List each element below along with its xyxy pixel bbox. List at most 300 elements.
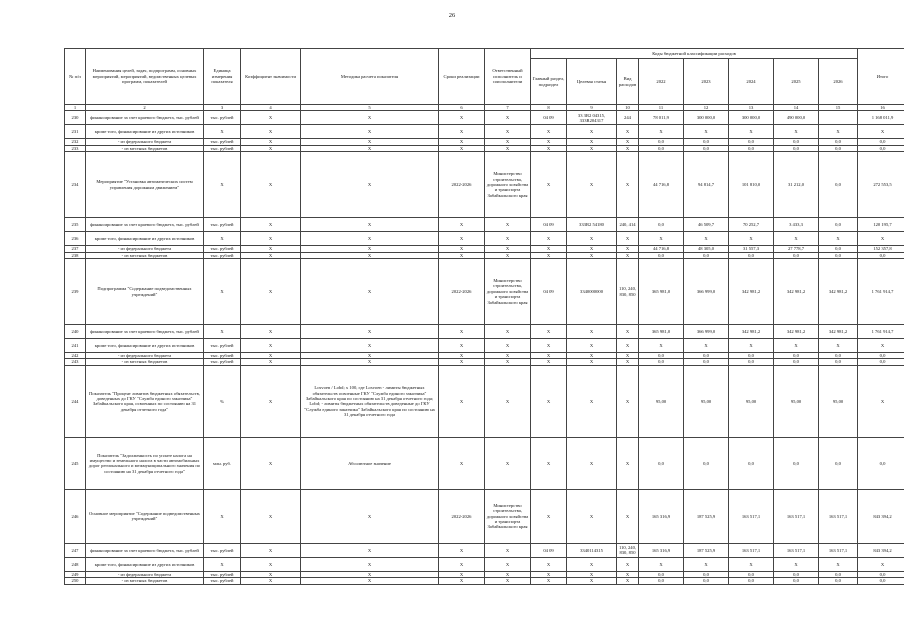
row-coef: X (241, 543, 301, 557)
row-value-2022: 0,0 (639, 359, 684, 365)
row-value-2022: X (639, 557, 684, 571)
row-value-2026: 342 981,2 (819, 259, 858, 325)
row-exptype: X (617, 339, 639, 353)
row-period: X (439, 557, 485, 571)
row-name: финансирование за счет краевого бюджета, тыс. рублей (86, 543, 204, 557)
row-value-2023: 0,0 (684, 139, 729, 145)
table-row (65, 232, 904, 246)
row-target: X (567, 252, 617, 258)
table-row (65, 259, 904, 325)
table-row (65, 125, 904, 139)
row-value-2026: X (819, 232, 858, 246)
column-index: 5 (301, 105, 439, 111)
row-method: Абсолютное значение (301, 437, 439, 489)
row-method: X (301, 252, 439, 258)
row-number: 238 (65, 252, 86, 258)
row-value-2026: 0,0 (819, 252, 858, 258)
row-executor: X (485, 578, 531, 584)
row-unit: тыс. рублей (204, 353, 241, 359)
row-unit: X (204, 232, 241, 246)
row-number: 248 (65, 557, 86, 571)
row-executor: X (485, 139, 531, 145)
row-value-2025: X (774, 557, 819, 571)
row-target: X (567, 557, 617, 571)
row-name: кроме того, финансирование из других источников (86, 557, 204, 571)
row-total: X (858, 125, 904, 139)
row-value-2022: 0,0 (639, 139, 684, 145)
row-target: 3340000000 (567, 259, 617, 325)
row-chapter: X (531, 437, 567, 489)
row-method: X (301, 259, 439, 325)
row-chapter: X (531, 152, 567, 218)
row-target: 333R2 54180 (567, 218, 617, 232)
row-name: кроме того, финансирование из других источников (86, 232, 204, 246)
row-value-2024: 0,0 (729, 571, 774, 577)
row-executor: X (485, 353, 531, 359)
row-chapter: 04 09 (531, 111, 567, 125)
row-total: X (858, 365, 904, 437)
header-year-2026: 2026 (819, 59, 858, 105)
row-value-2024: X (729, 232, 774, 246)
row-exptype: X (617, 359, 639, 365)
row-value-2025: 490 000,0 (774, 111, 819, 125)
row-number: 245 (65, 437, 86, 489)
row-period: X (439, 437, 485, 489)
row-value-2025: 0,0 (774, 139, 819, 145)
row-period: X (439, 353, 485, 359)
row-target: X (567, 145, 617, 151)
row-value-2025: 0,0 (774, 578, 819, 584)
row-period: X (439, 252, 485, 258)
column-index: 16 (858, 105, 904, 111)
row-chapter: X (531, 489, 567, 543)
row-method: X (301, 139, 439, 145)
row-value-2022: 0,0 (639, 145, 684, 151)
row-chapter: X (531, 246, 567, 252)
row-value-2025: 27 778,7 (774, 246, 819, 252)
row-value-2026: 163 517,1 (819, 543, 858, 557)
row-target: X (567, 359, 617, 365)
row-executor: X (485, 111, 531, 125)
row-coef: X (241, 152, 301, 218)
row-period: X (439, 578, 485, 584)
table-row (65, 218, 904, 232)
row-period: X (439, 339, 485, 353)
row-unit: тыс. рублей (204, 139, 241, 145)
row-value-2026: 0,0 (819, 359, 858, 365)
row-chapter: X (531, 145, 567, 151)
row-name: Основное мероприятие "Содержание подведомственных учреждений" (86, 489, 204, 543)
row-value-2025: 3 433,3 (774, 218, 819, 232)
row-coef: X (241, 557, 301, 571)
row-value-2022: 365 981,0 (639, 259, 684, 325)
row-exptype: X (617, 578, 639, 584)
row-method: X (301, 571, 439, 577)
row-exptype: X (617, 125, 639, 139)
row-period: X (439, 125, 485, 139)
row-value-2022: 0,0 (639, 218, 684, 232)
table-row (65, 578, 904, 584)
header-period: Сроки реализации (439, 49, 485, 105)
row-unit: X (204, 125, 241, 139)
row-target: X (567, 353, 617, 359)
row-total: 0,0 (858, 252, 904, 258)
row-period: X (439, 145, 485, 151)
header-year-2023: 2023 (684, 59, 729, 105)
row-chapter: X (531, 252, 567, 258)
row-name: Показатель "Задолженность по уплате налога на имущество и земельного налога в части автомобильных дорог регионального и межмуниципального значения по состоянию на 31 декабря отчетного года" (86, 437, 204, 489)
row-total: 1 168 011,9 (858, 111, 904, 125)
row-total: 0,0 (858, 359, 904, 365)
row-method: X (301, 111, 439, 125)
row-exptype: X (617, 365, 639, 437)
row-chapter: X (531, 578, 567, 584)
row-value-2024: 342 981,2 (729, 259, 774, 325)
row-target: X (567, 571, 617, 577)
row-exptype: X (617, 489, 639, 543)
row-exptype: X (617, 139, 639, 145)
row-target: X (567, 125, 617, 139)
row-number: 250 (65, 578, 86, 584)
row-unit: тыс. рублей (204, 578, 241, 584)
row-value-2022: 78 011,9 (639, 111, 684, 125)
row-number: 246 (65, 489, 86, 543)
row-unit: тыс. рублей (204, 359, 241, 365)
row-coef: X (241, 353, 301, 359)
row-number: 235 (65, 218, 86, 232)
row-value-2024: 0,0 (729, 139, 774, 145)
row-number: 240 (65, 325, 86, 339)
row-coef: X (241, 359, 301, 365)
row-method: X (301, 339, 439, 353)
header-coef: Коэффициент значимости (241, 49, 301, 105)
row-chapter: X (531, 339, 567, 353)
row-value-2023: 0,0 (684, 571, 729, 577)
header-num: № п/п (65, 49, 86, 105)
column-index: 14 (774, 105, 819, 111)
row-method: X (301, 218, 439, 232)
row-value-2023: 0,0 (684, 578, 729, 584)
row-chapter: 04 09 (531, 218, 567, 232)
row-period: X (439, 232, 485, 246)
header-unit: Единица измерения показателя (204, 49, 241, 105)
row-chapter: X (531, 365, 567, 437)
row-value-2026: 342 981,2 (819, 325, 858, 339)
row-total: X (858, 557, 904, 571)
row-chapter: X (531, 139, 567, 145)
row-value-2024: 163 517,1 (729, 543, 774, 557)
row-value-2022: X (639, 232, 684, 246)
row-value-2026: 163 517,1 (819, 489, 858, 543)
row-value-2024: X (729, 339, 774, 353)
column-index: 11 (639, 105, 684, 111)
row-value-2026: 0,0 (819, 152, 858, 218)
row-value-2026: 0,0 (819, 139, 858, 145)
row-name: - из местных бюджетов (86, 145, 204, 151)
row-total: 0,0 (858, 571, 904, 577)
row-exptype: X (617, 571, 639, 577)
row-total: 1 761 914,7 (858, 325, 904, 339)
row-value-2026: 95,00 (819, 365, 858, 437)
row-coef: X (241, 246, 301, 252)
row-name: - из федерального бюджета (86, 246, 204, 252)
row-target: X (567, 578, 617, 584)
row-coef: X (241, 437, 301, 489)
row-value-2024: 0,0 (729, 437, 774, 489)
row-target: X (567, 152, 617, 218)
row-period: 2022-2026 (439, 259, 485, 325)
row-value-2025: 342 981,2 (774, 259, 819, 325)
header-year-2022: 2022 (639, 59, 684, 105)
row-value-2025: X (774, 339, 819, 353)
table-row (65, 437, 904, 489)
header-budget-group: Коды бюджетной классификации расходов (531, 49, 858, 59)
row-number: 247 (65, 543, 86, 557)
row-value-2022: 44 716,8 (639, 152, 684, 218)
column-index: 2 (86, 105, 204, 111)
row-method: X (301, 359, 439, 365)
row-value-2022: 165 316,9 (639, 489, 684, 543)
row-exptype: X (617, 246, 639, 252)
row-exptype: 110, 240, 830, 850 (617, 543, 639, 557)
row-executor: X (485, 543, 531, 557)
row-value-2023: 95,00 (684, 365, 729, 437)
row-exptype: 240, 414 (617, 218, 639, 232)
row-number: 230 (65, 111, 86, 125)
row-value-2023: 0,0 (684, 353, 729, 359)
row-coef: X (241, 571, 301, 577)
row-number: 239 (65, 259, 86, 325)
row-value-2024: 0,0 (729, 145, 774, 151)
table-row (65, 365, 904, 437)
row-value-2022: 365 981,0 (639, 325, 684, 339)
row-target: X (567, 139, 617, 145)
row-value-2026: X (819, 557, 858, 571)
row-period: X (439, 246, 485, 252)
row-value-2022: 0,0 (639, 252, 684, 258)
row-value-2024: 342 981,2 (729, 325, 774, 339)
row-unit: тыс. рублей (204, 252, 241, 258)
header-year-2025: 2025 (774, 59, 819, 105)
row-total: 1 761 914,7 (858, 259, 904, 325)
row-target: 3340114315 (567, 543, 617, 557)
row-value-2023: X (684, 125, 729, 139)
row-unit: X (204, 557, 241, 571)
row-value-2025: 0,0 (774, 437, 819, 489)
row-value-2022: 165 316,9 (639, 543, 684, 557)
column-index: 12 (684, 105, 729, 111)
row-executor: Министерство строительства, дорожного хозяйства и транспорта Забайкальского края (485, 489, 531, 543)
row-name: финансирование за счет краевого бюджета, тыс. рублей (86, 218, 204, 232)
header-method: Методика расчета показателя (301, 49, 439, 105)
row-value-2023: 0,0 (684, 359, 729, 365)
row-value-2025: 95,00 (774, 365, 819, 437)
row-unit: X (204, 259, 241, 325)
row-unit: тыс. рублей (204, 246, 241, 252)
row-value-2024: 70 252,7 (729, 218, 774, 232)
row-period: X (439, 139, 485, 145)
column-index: 1 (65, 105, 86, 111)
row-value-2022: 0,0 (639, 571, 684, 577)
row-value-2026: 0,0 (819, 353, 858, 359)
row-target: X (567, 489, 617, 543)
row-value-2023: 46 509,7 (684, 218, 729, 232)
column-index: 8 (531, 105, 567, 111)
row-name: - из местных бюджетов (86, 252, 204, 258)
row-value-2026: 0,0 (819, 246, 858, 252)
row-name: кроме того, финансирование из других источников (86, 339, 204, 353)
row-method: X (301, 152, 439, 218)
row-unit: X (204, 325, 241, 339)
row-value-2024: 0,0 (729, 353, 774, 359)
row-coef: X (241, 259, 301, 325)
row-value-2024: 31 557,3 (729, 246, 774, 252)
row-method: X (301, 246, 439, 252)
row-value-2025: 0,0 (774, 571, 819, 577)
row-value-2022: 44 716,8 (639, 246, 684, 252)
column-index: 4 (241, 105, 301, 111)
row-value-2023: 0,0 (684, 145, 729, 151)
row-coef: X (241, 139, 301, 145)
row-unit: тыс. рублей (204, 543, 241, 557)
row-number: 249 (65, 571, 86, 577)
row-name: Показатель "Процент лимитов бюджетных обязательств, доведенных до ГКУ "Служба единого заказчика" Забайкальского края, освоенных по состоянию на 31 декабря отчетного года" (86, 365, 204, 437)
row-period: X (439, 365, 485, 437)
row-executor: X (485, 246, 531, 252)
header-chapter: Главный раздел, подраздел (531, 59, 567, 105)
row-value-2023: 0,0 (684, 252, 729, 258)
column-index: 15 (819, 105, 858, 111)
column-index: 6 (439, 105, 485, 111)
row-value-2025: X (774, 125, 819, 139)
row-value-2023: 0,0 (684, 437, 729, 489)
column-index: 3 (204, 105, 241, 111)
row-name: кроме того, финансирование из других источников (86, 125, 204, 139)
header-target: Целевая статья (567, 59, 617, 105)
row-number: 233 (65, 145, 86, 151)
row-coef: X (241, 489, 301, 543)
row-value-2025: 342 981,2 (774, 325, 819, 339)
row-total: 0,0 (858, 578, 904, 584)
row-number: 234 (65, 152, 86, 218)
row-value-2025: 163 517,1 (774, 489, 819, 543)
row-executor: X (485, 571, 531, 577)
row-executor: X (485, 557, 531, 571)
row-coef: X (241, 365, 301, 437)
row-value-2024: 101 810,0 (729, 152, 774, 218)
row-value-2025: 0,0 (774, 353, 819, 359)
row-value-2024: 300 000,0 (729, 111, 774, 125)
row-exptype: X (617, 557, 639, 571)
row-number: 242 (65, 353, 86, 359)
row-total: X (858, 339, 904, 353)
row-value-2023: 48 305,0 (684, 246, 729, 252)
row-value-2023: 366 999,0 (684, 259, 729, 325)
row-period: 2022-2026 (439, 152, 485, 218)
row-executor: X (485, 218, 531, 232)
row-method: X (301, 145, 439, 151)
row-coef: X (241, 339, 301, 353)
row-coef: X (241, 578, 301, 584)
header-year-2024: 2024 (729, 59, 774, 105)
row-method: X (301, 543, 439, 557)
row-number: 236 (65, 232, 86, 246)
table-row (65, 543, 904, 557)
row-value-2026: 0,0 (819, 571, 858, 577)
row-coef: X (241, 232, 301, 246)
row-exptype: X (617, 353, 639, 359)
header-name: Наименования целей, задач, подпрограмм, основных мероприятий, мероприятий, ведомственных целевых программ, показателей (86, 49, 204, 105)
row-value-2023: 300 000,0 (684, 111, 729, 125)
row-exptype: X (617, 145, 639, 151)
row-chapter: X (531, 359, 567, 365)
row-total: 843 394,2 (858, 489, 904, 543)
row-chapter: X (531, 325, 567, 339)
row-chapter: X (531, 125, 567, 139)
row-total: 843 394,2 (858, 543, 904, 557)
row-total: 0,0 (858, 437, 904, 489)
row-chapter: X (531, 557, 567, 571)
row-period: 2022-2026 (439, 489, 485, 543)
table-row (65, 339, 904, 353)
row-exptype: X (617, 232, 639, 246)
row-executor: X (485, 365, 531, 437)
row-period: X (439, 571, 485, 577)
row-value-2024: 95,00 (729, 365, 774, 437)
row-period: X (439, 359, 485, 365)
row-total: X (858, 232, 904, 246)
row-value-2025: 31 212,0 (774, 152, 819, 218)
row-total: 0,0 (858, 353, 904, 359)
row-method: X (301, 489, 439, 543)
row-chapter: X (531, 571, 567, 577)
row-value-2024: 163 517,1 (729, 489, 774, 543)
row-unit: X (204, 489, 241, 543)
row-value-2026: 0,0 (819, 145, 858, 151)
row-coef: X (241, 111, 301, 125)
row-number: 244 (65, 365, 86, 437)
row-chapter: X (531, 353, 567, 359)
row-unit: млн. руб. (204, 437, 241, 489)
row-value-2023: 187 525,9 (684, 543, 729, 557)
row-method: X (301, 578, 439, 584)
row-value-2022: X (639, 125, 684, 139)
row-value-2024: 0,0 (729, 252, 774, 258)
row-exptype: X (617, 437, 639, 489)
row-value-2026 (819, 111, 858, 125)
row-value-2023: 366 999,0 (684, 325, 729, 339)
row-value-2026: X (819, 125, 858, 139)
header-executor: Ответственный исполнитель и соисполнители (485, 49, 531, 105)
row-unit: X (204, 152, 241, 218)
row-number: 232 (65, 139, 86, 145)
table-row (65, 111, 904, 125)
program-table (64, 48, 904, 585)
row-target: X (567, 232, 617, 246)
row-name: - из федерального бюджета (86, 571, 204, 577)
row-exptype: X (617, 252, 639, 258)
row-total: 0,0 (858, 145, 904, 151)
row-value-2022: 0,0 (639, 578, 684, 584)
column-index: 13 (729, 105, 774, 111)
row-method: X (301, 557, 439, 571)
row-unit: тыс. рублей (204, 145, 241, 151)
row-executor: X (485, 252, 531, 258)
row-number: 231 (65, 125, 86, 139)
row-chapter: 04 09 (531, 543, 567, 557)
row-executor: X (485, 325, 531, 339)
row-executor: X (485, 145, 531, 151)
